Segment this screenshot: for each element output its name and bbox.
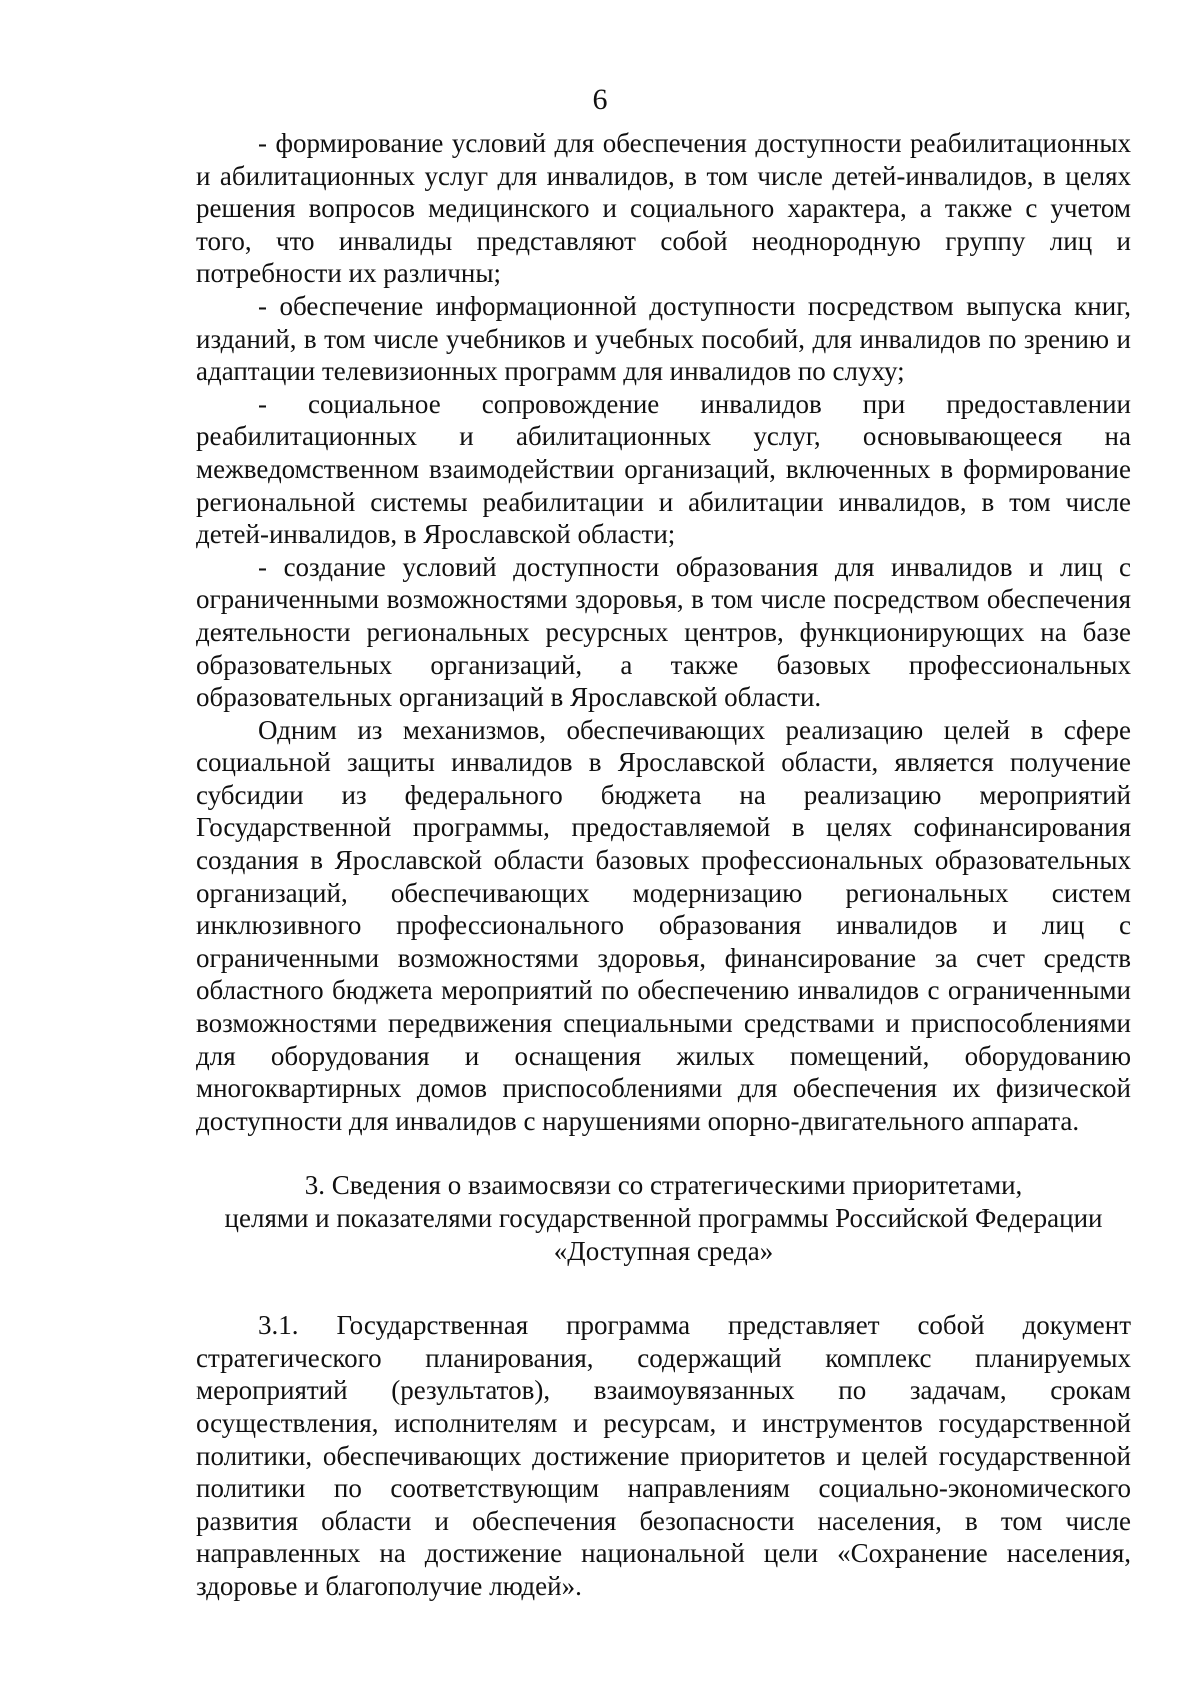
- paragraph-rehabilitation-conditions: - формирование условий для обеспечения доступности реабилитационных и абилитационных услуг для инвалидов, в том числе детей-инвалидов, в целях решения вопросов медицинского и социального характера, а также с учетом того, что инвалиды представляют собой неоднородную группу лиц и потребности их различны;: [196, 128, 1131, 289]
- page-body: [196, 127, 1131, 1603]
- section-heading-line-1: 3. Сведения о взаимосвязи со стратегическими приоритетами,: [304, 1170, 1023, 1201]
- paragraph-information-accessibility: - обеспечение информационной доступности посредством выпуска книг, изданий, в том числе учебников и учебных пособий, для инвалидов по зрению и адаптации телевизионных программ для инвалидов по слуху;: [196, 290, 1131, 387]
- paragraph-education-accessibility: - создание условий доступности образования для инвалидов и лиц с ограниченными возможностями здоровья, в том числе посредством обеспечения деятельности региональных ресурсных центров, функционирующих на базе образовательных организаций, а также базовых профессиональных образовательных организаций в Ярославской области.: [196, 551, 1131, 713]
- spacer: [196, 1137, 1131, 1169]
- paragraph-social-support: - социальное сопровождение инвалидов при предоставлении реабилитационных и абилитационных услуг, основывающееся на межведомственном взаимодействии организаций, включенных в формирование региональной системы реабилитации и абилитации инвалидов, в том числе детей-инвалидов, в Ярославской области;: [196, 388, 1131, 550]
- section-heading: [196, 1169, 1131, 1267]
- page-number: 6: [592, 83, 608, 116]
- paragraph-subsidy-mechanism: Одним из механизмов, обеспечивающих реализацию целей в сфере социальной защиты инвалидов в Ярославской области, является получение субсидии из федерального бюджета на реализацию мероприятий Государственной программы, предоставляемой в целях софинансирования создания в Ярославской области базовых профессиональных образовательных организаций, обеспечивающих модернизацию региональных систем инклюзивного профессионального образования инвалидов и лиц с ограниченными возможностями здоровья, финансирование за счет средств областного бюджета мероприятий по обеспечению инвалидов с ограниченными возможностями передвижения специальными средствами и приспособлениями для оборудования и оснащения жилых помещений, оборудованию многоквартирных домов приспособлениями для обеспечения их физической доступности для инвалидов с нарушениями опорно-двигательного аппарата.: [196, 714, 1131, 1136]
- section-heading-line-2: целями и показателями государственной программы Российской Федерации: [224, 1203, 1103, 1233]
- paragraph-3-1: 3.1. Государственная программа представляет собой документ стратегического планирования, содержащий комплекс планируемых мероприятий (результатов), взаимоувязанных по задачам, срокам осуществления, исполнителям и ресурсам, и инструментов государственной политики, обеспечивающих достижение приоритетов и целей государственной политики по соответствующим направлениям социально-экономического развития области и обеспечения безопасности населения, в том числе направленных на достижение национальной цели «Сохранение населения, здоровье и благополучие людей».: [196, 1310, 1131, 1601]
- section-heading-line-3: «Доступная среда»: [553, 1235, 774, 1266]
- spacer: [196, 1267, 1131, 1309]
